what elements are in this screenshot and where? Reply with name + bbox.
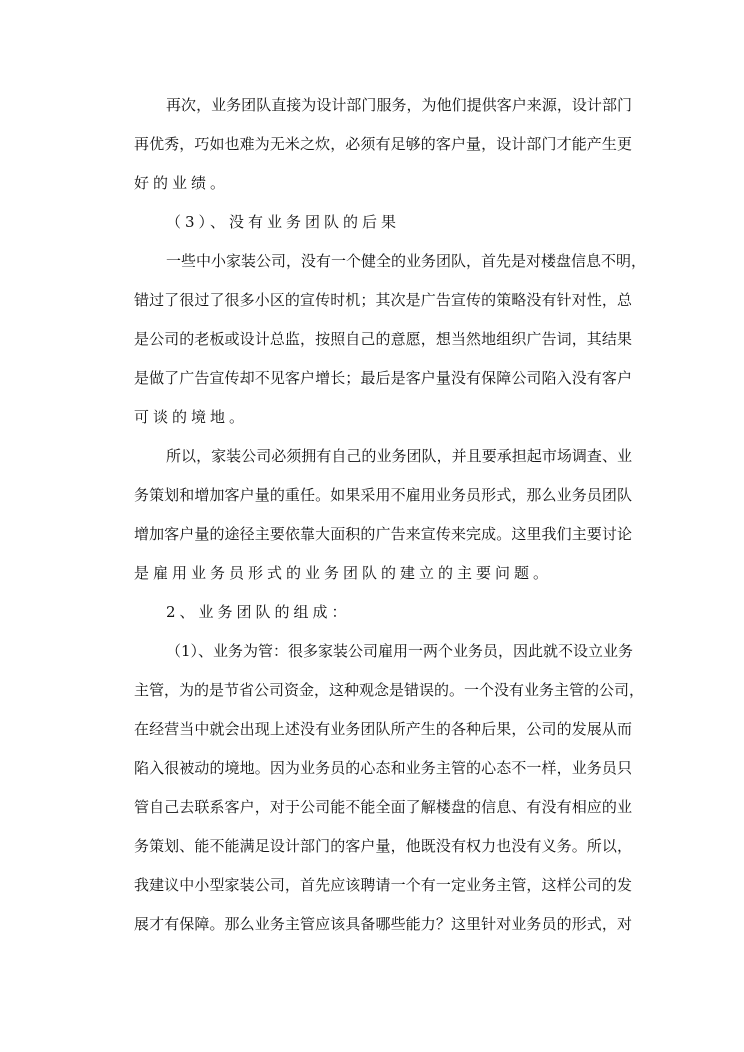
text-line: 管自己去联系客户，对于公司能不能全面了解楼盘的信息、有没有相应的业 bbox=[134, 798, 632, 816]
text-line: 好的业绩。 bbox=[134, 174, 230, 192]
paragraph bbox=[134, 92, 632, 209]
paragraph bbox=[134, 599, 632, 638]
text-line: 务策划、能不能满足设计部门的客户量，他既没有权力也没有义务。所以， bbox=[134, 837, 632, 855]
text-line: 在经营当中就会出现上述没有业务团队所产生的各种后果，公司的发展从而 bbox=[134, 720, 632, 738]
paragraph bbox=[134, 638, 645, 950]
text-line: 是雇用业务员形式的业务团队的建立的主要问题。 bbox=[134, 564, 553, 582]
text-line: 主管，为的是节省公司资金，这种观念是错误的。一个没有业务主管的公司， bbox=[134, 681, 645, 699]
document-page bbox=[134, 92, 647, 950]
text-line: 展才有保障。那么业务主管应该具备哪些能力？这里针对业务员的形式，对 bbox=[134, 915, 632, 933]
text-line: 错过了很过了很多小区的宣传时机；其次是广告宣传的策略没有针对性，总 bbox=[134, 291, 632, 309]
text-line: 务策划和增加客户量的重任。如果采用不雇用业务员形式，那么业务员团队 bbox=[134, 486, 632, 504]
text-line: （3）、没有业务团队的后果 bbox=[166, 213, 401, 231]
text-line: 一些中小家装公司，没有一个健全的业务团队，首先是对楼盘信息不明， bbox=[166, 252, 647, 270]
text-line: 是公司的老板或设计总监，按照自己的意愿，想当然地组织广告词，其结果 bbox=[134, 330, 632, 348]
text-line: 增加客户量的途径主要依靠大面积的广告来宣传来完成。这里我们主要讨论 bbox=[134, 525, 632, 543]
paragraph bbox=[134, 209, 632, 248]
paragraph bbox=[134, 248, 647, 443]
text-line: 再优秀，巧如也难为无米之炊，必须有足够的客户量，设计部门才能产生更 bbox=[134, 135, 632, 153]
text-line: 陷入很被动的境地。因为业务员的心态和业务主管的心态不一样，业务员只 bbox=[134, 759, 632, 777]
text-line: 我建议中小型家装公司，首先应该聘请一个有一定业务主管，这样公司的发 bbox=[134, 876, 632, 894]
text-line: （1）、业务为管：很多家装公司雇用一两个业务员，因此就不设立业务 bbox=[166, 642, 634, 660]
paragraph bbox=[134, 443, 632, 599]
text-line: 2、业务团队的组成： bbox=[166, 603, 351, 621]
text-line: 所以，家装公司必须拥有自己的业务团队，并且要承担起市场调查、业 bbox=[166, 447, 632, 465]
text-line: 再次，业务团队直接为设计部门服务，为他们提供客户来源，设计部门 bbox=[166, 96, 632, 114]
text-line: 是做了广告宣传却不见客户增长；最后是客户量没有保障公司陷入没有客户 bbox=[134, 369, 632, 387]
text-line: 可谈的境地。 bbox=[134, 408, 249, 426]
